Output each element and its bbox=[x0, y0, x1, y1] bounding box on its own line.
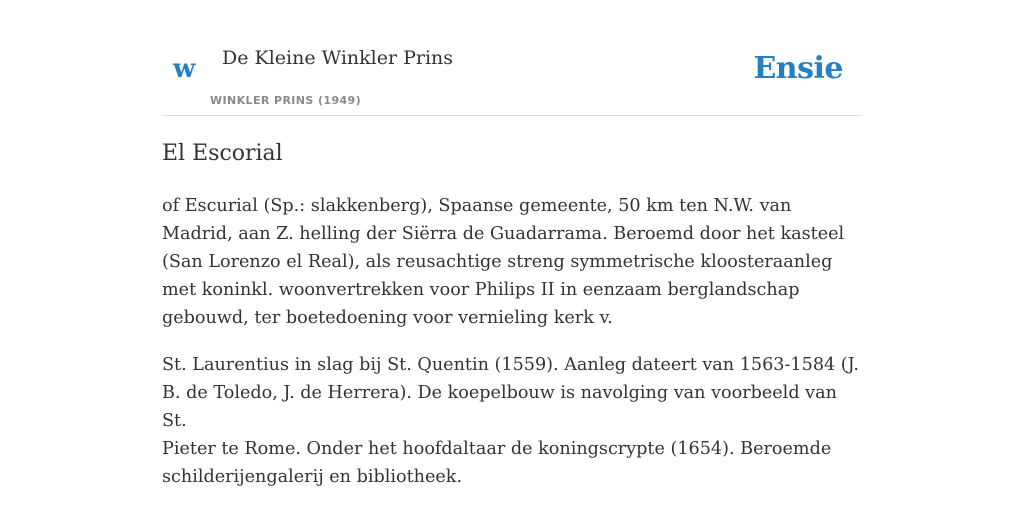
entry-paragraph: Pieter te Rome. Onder het hoofdaltaar de koningscrypte (1654). Beroemde schilderijengalerij en bibliotheek. bbox=[162, 439, 832, 487]
entry-title: El Escorial bbox=[162, 141, 283, 166]
winkler-prins-logo[interactable]: w bbox=[173, 54, 196, 84]
source-meta: WINKLER PRINS (1949) bbox=[210, 94, 362, 107]
entry-paragraph: of Escurial (Sp.: slakkenberg), Spaanse gemeente, 50 km ten N.W. van Madrid, aan Z. helling der Siërra de Guadarrama. Beroemd door het kasteel (San Lorenzo el Real), als reusachtige streng symmetrische kloosteraanleg met koninkl. woonvertrekken voor Philips II in eenzaam berglandschap gebouwd, ter boetedoening voor vernieling kerk v. bbox=[162, 196, 845, 328]
source-title[interactable]: De Kleine Winkler Prins bbox=[222, 47, 454, 69]
source-header bbox=[162, 0, 862, 116]
entry-paragraph: St. Laurentius in slag bij St. Quentin (1559). Aanleg dateert van 1563-1584 (J. B. de Toledo, J. de Herrera). De koepelbouw is navolging van voorbeeld van St. bbox=[162, 355, 859, 431]
page bbox=[162, 0, 862, 512]
ensie-logo[interactable]: Ensie bbox=[753, 51, 843, 86]
